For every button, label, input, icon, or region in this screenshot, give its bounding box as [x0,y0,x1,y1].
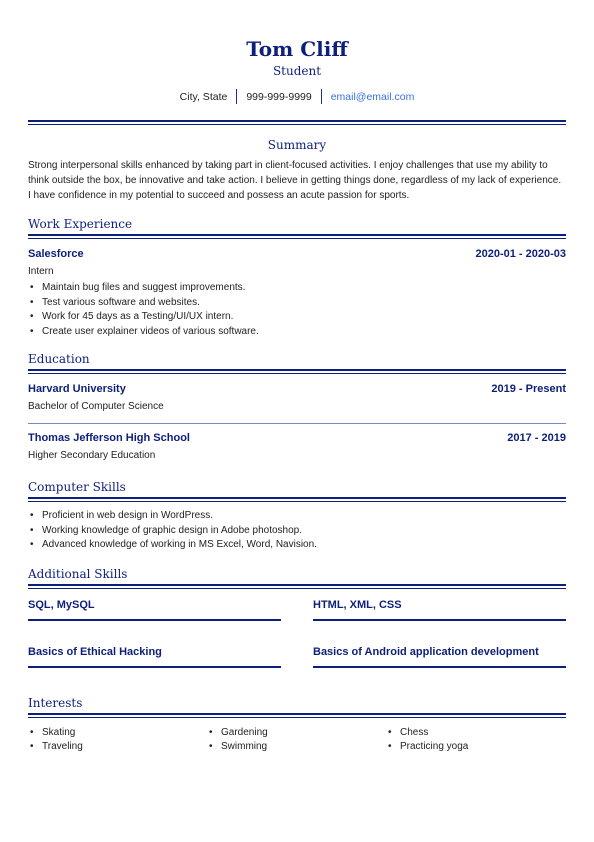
skill-item [313,599,566,621]
education-heading: Education [28,352,90,366]
additional-skills-heading: Additional Skills [28,566,128,581]
education-degree: Bachelor of Computer Science [28,401,164,412]
education-dates: 2019 - Present [491,383,566,395]
education-separator [28,423,566,424]
list-item: • Proficient in web design in WordPress. [30,510,214,521]
person-title: Student [272,64,322,78]
skill-label: SQL, MySQL [28,598,95,611]
education-degree: Higher Secondary Education [28,450,156,461]
interests-divider [28,713,566,718]
work-dates: 2020-01 - 2020-03 [475,248,566,260]
work-role: Intern [28,266,54,277]
list-item: • Skating [30,726,76,738]
work-bullets [28,281,566,339]
contact-city: City, State [179,90,228,103]
education-item [28,383,566,395]
work-company: Salesforce [28,248,84,260]
contact-phone: 999-999-9999 [246,90,312,103]
skills-row [28,646,566,668]
summary-heading: Summary [267,138,327,152]
skills-row [28,599,566,621]
list-item: • Practicing yoga [388,741,469,752]
skill-bar [28,619,281,621]
list-item: • Traveling [30,741,83,752]
computer-skills-divider [28,497,566,502]
computer-skills-bullets [28,509,566,553]
computer-skills-heading: Computer Skills [28,480,126,494]
header-divider [28,120,566,125]
interests-heading: Interests [28,695,83,710]
education-item [28,432,566,444]
contact-email[interactable]: email@email.com [330,90,415,103]
skill-label: HTML, XML, CSS [313,598,402,611]
additional-skills-divider [28,584,566,589]
education-dates: 2017 - 2019 [507,432,566,444]
education-school: Thomas Jefferson High School [28,432,190,444]
skill-item [28,599,281,621]
work-heading: Work Experience [28,217,133,231]
list-item: • Test various software and websites. [30,296,200,308]
work-divider [28,234,566,239]
education-divider [28,369,566,374]
list-item: • Create user explainer videos of various software. [30,325,259,337]
list-item: • Advanced knowledge of working in MS Excel, Word, Navision. [30,539,317,550]
list-item: • Swimming [209,741,268,752]
skill-bar [313,619,566,621]
interests-column [28,726,207,755]
contact-separator [236,89,237,104]
list-item: • Maintain bug files and suggest improvements. [30,282,246,293]
list-item: • Working knowledge of graphic design in Adobe photoshop. [30,524,302,536]
skill-label: Basics of Ethical Hacking [28,645,162,658]
skill-bar [313,666,566,668]
skill-item [313,646,566,668]
person-name: Tom Cliff [246,37,348,61]
work-item [28,248,566,260]
contact-bar [28,89,566,104]
interests-column [386,726,565,755]
interests-list [28,726,566,755]
list-item: • Gardening [209,726,268,738]
summary-text: Strong interpersonal skills enhanced by taking part in client-focused activities. I enjoy challenges that use my ability to think outside the box, be innovative and take action. I believe in getting things done, regardless of my lack of experience. I have confidence in my potential to succeed and possess an acute passion for sports. [28,160,562,201]
education-school: Harvard University [28,383,126,395]
list-item: • Chess [388,726,429,738]
skill-bar [28,666,281,668]
interests-column [207,726,386,755]
contact-separator [321,89,322,104]
skill-item [28,646,281,668]
skill-label: Basics of Android application development [313,645,539,658]
list-item: • Work for 45 days as a Testing/UI/UX intern. [30,311,234,322]
